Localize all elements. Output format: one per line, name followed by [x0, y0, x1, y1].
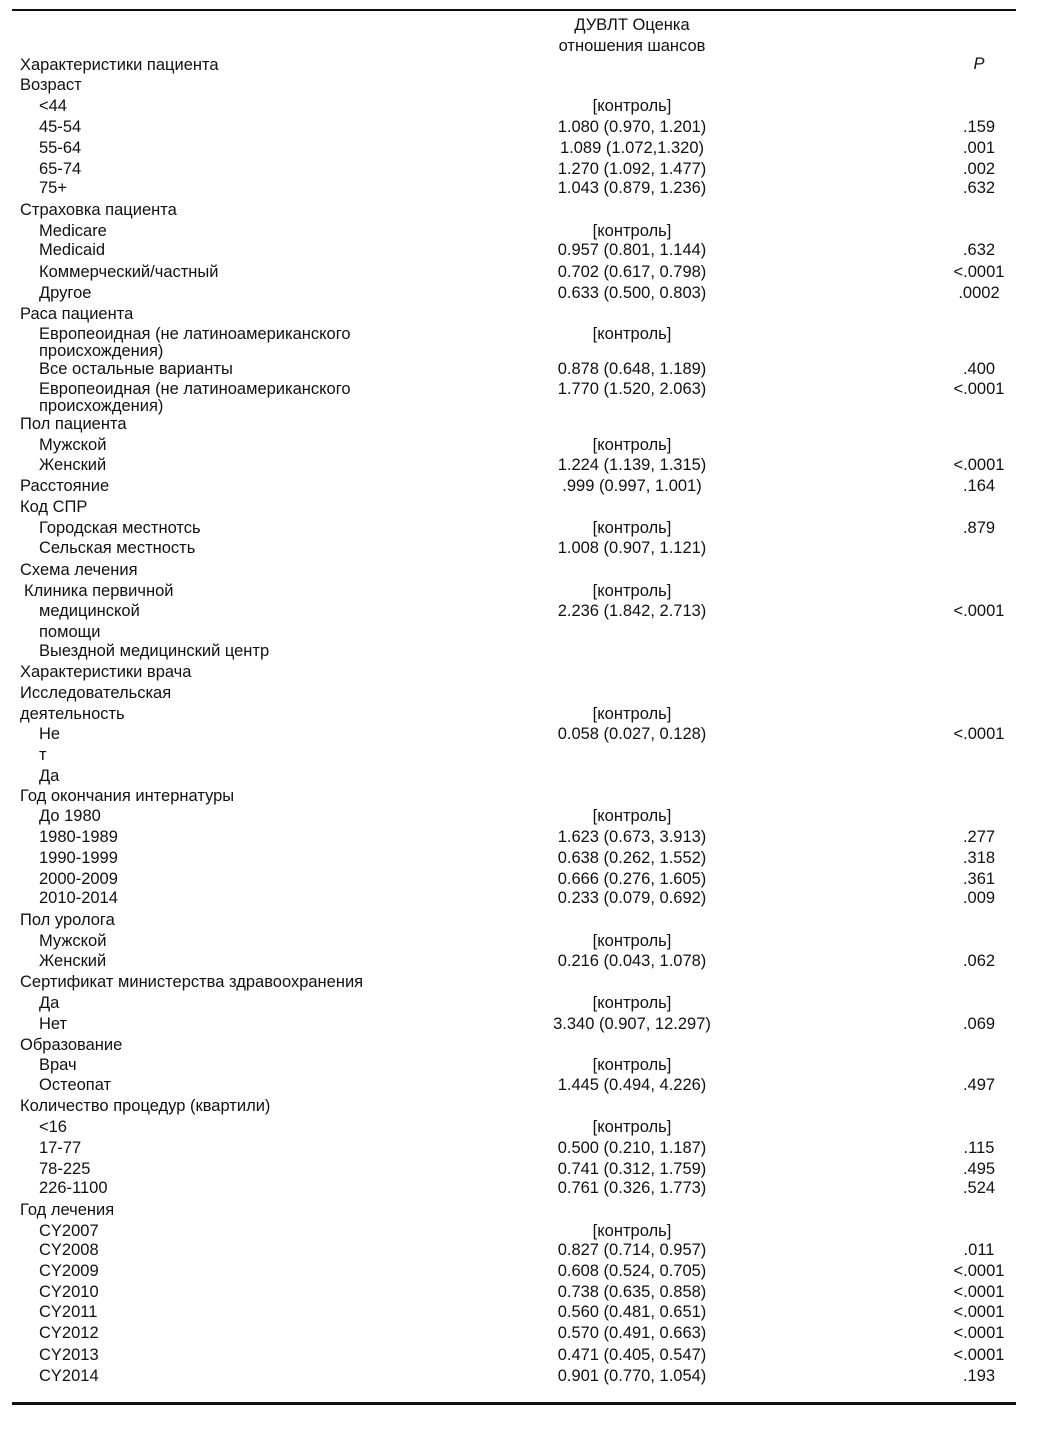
row-label: происхождения) — [39, 342, 164, 360]
p-value-cell: .193 — [962, 1367, 996, 1385]
group-label: Страховка пациента — [20, 201, 177, 219]
row-label: Medicaid — [39, 241, 106, 259]
odds-ratio-cell: 1.770 (1.520, 2.063) — [557, 380, 707, 398]
row-label: Все остальные варианты — [39, 360, 233, 378]
odds-ratio-cell: 1.080 (0.970, 1.201) — [557, 118, 707, 136]
group-label: Схема лечения — [20, 561, 138, 579]
row-label: Да — [39, 994, 60, 1012]
row-label: 2000-2009 — [39, 870, 118, 888]
odds-ratio-cell: 0.608 (0.524, 0.705) — [557, 1262, 707, 1280]
p-value-cell: <.0001 — [953, 263, 1005, 281]
odds-ratio-cell: 0.560 (0.481, 0.651) — [557, 1303, 707, 1321]
odds-ratio-cell: [контроль] — [592, 994, 672, 1012]
p-value-cell: <.0001 — [953, 602, 1005, 620]
odds-ratio-cell: 1.623 (0.673, 3.913) — [557, 828, 707, 846]
row-label: CY2012 — [39, 1324, 99, 1342]
group-label: Код СПР — [20, 498, 88, 516]
odds-ratio-cell: [контроль] — [592, 222, 672, 240]
row-label: происхождения) — [39, 397, 164, 415]
p-value-cell: <.0001 — [953, 1346, 1005, 1364]
odds-ratio-cell: [контроль] — [592, 807, 672, 825]
p-value-cell: .495 — [962, 1160, 996, 1178]
odds-ratio-cell: 0.471 (0.405, 0.547) — [557, 1346, 707, 1364]
row-label: Остеопат — [39, 1076, 112, 1094]
row-label: Городская местнотсь — [39, 519, 201, 537]
odds-ratio-cell: [контроль] — [592, 705, 672, 723]
row-label: CY2007 — [39, 1222, 99, 1240]
row-label: 45-54 — [39, 118, 82, 136]
odds-ratio-cell: 1.008 (0.907, 1.121) — [557, 539, 707, 557]
row-label: Сельская местность — [39, 539, 196, 557]
row-label: 17-77 — [39, 1139, 82, 1157]
group-label: Возраст — [20, 76, 82, 94]
row-label: CY2010 — [39, 1283, 99, 1301]
odds-ratio-header-line1: ДУВЛТ Оценка — [574, 16, 690, 34]
group-label: Год окончания интернатуры — [20, 787, 235, 805]
p-value-cell: <.0001 — [953, 1283, 1005, 1301]
row-label: Да — [39, 767, 60, 785]
odds-ratio-cell: 0.058 (0.027, 0.128) — [557, 725, 707, 743]
row-label: Нет — [39, 1015, 68, 1033]
odds-ratio-header-line2: отношения шансов — [558, 37, 706, 55]
odds-ratio-cell: 0.878 (0.648, 1.189) — [557, 360, 707, 378]
row-label: Мужской — [39, 436, 107, 454]
row-label: CY2014 — [39, 1367, 99, 1385]
p-value-cell: .879 — [962, 519, 996, 537]
odds-ratio-cell: 0.827 (0.714, 0.957) — [557, 1241, 707, 1259]
row-label: Коммерческий/частный — [39, 263, 219, 281]
p-value-cell: .497 — [962, 1076, 996, 1094]
group-label: Расстояние — [20, 477, 110, 495]
odds-ratio-cell: [контроль] — [592, 1118, 672, 1136]
p-value-cell: <.0001 — [953, 725, 1005, 743]
group-label: деятельность — [20, 705, 125, 723]
p-value-cell: .011 — [963, 1241, 995, 1259]
row-label: 55-64 — [39, 139, 82, 157]
p-value-cell: .632 — [962, 179, 996, 197]
odds-ratio-cell: 0.702 (0.617, 0.798) — [557, 263, 707, 281]
row-label: Клиника первичной — [24, 582, 174, 600]
odds-ratio-cell: 0.666 (0.276, 1.605) — [557, 870, 707, 888]
odds-ratio-cell: 0.500 (0.210, 1.187) — [557, 1139, 707, 1157]
odds-ratio-cell: 0.738 (0.635, 0.858) — [557, 1283, 707, 1301]
group-label: Исследовательская — [20, 684, 172, 702]
odds-ratio-cell: [контроль] — [592, 97, 672, 115]
odds-ratio-cell: 0.638 (0.262, 1.552) — [557, 849, 707, 867]
odds-ratio-cell: 0.570 (0.491, 0.663) — [557, 1324, 707, 1342]
p-value-cell: .318 — [962, 849, 996, 867]
group-label: Характеристики врача — [20, 663, 192, 681]
odds-ratio-cell: 0.633 (0.500, 0.803) — [557, 284, 707, 302]
p-value-cell: .159 — [962, 118, 996, 136]
odds-ratio-cell: 0.741 (0.312, 1.759) — [557, 1160, 707, 1178]
group-label: Образование — [20, 1036, 123, 1054]
p-value-cell: <.0001 — [953, 456, 1005, 474]
row-label: CY2011 — [39, 1303, 98, 1321]
group-label: Пол уролога — [20, 911, 115, 929]
p-value-cell: <.0001 — [953, 1303, 1005, 1321]
odds-ratio-cell: .999 (0.997, 1.001) — [562, 477, 702, 495]
odds-ratio-cell: 3.340 (0.907, 12.297) — [553, 1015, 711, 1033]
row-label: 75+ — [39, 179, 67, 197]
characteristic-header: Характеристики пациента — [20, 56, 219, 74]
odds-ratio-cell: 1.089 (1.072,1.320) — [559, 139, 705, 157]
p-value-header: P — [973, 55, 985, 73]
odds-ratio-cell: [контроль] — [592, 582, 672, 600]
row-label: CY2009 — [39, 1262, 99, 1280]
odds-ratio-cell: [контроль] — [592, 436, 672, 454]
odds-ratio-cell: [контроль] — [592, 519, 672, 537]
p-value-cell: .009 — [962, 889, 996, 907]
p-value-cell: .524 — [962, 1179, 996, 1197]
p-value-cell: .002 — [962, 160, 996, 178]
odds-ratio-cell: [контроль] — [592, 325, 672, 343]
odds-ratio-cell: 1.270 (1.092, 1.477) — [557, 160, 707, 178]
row-label: Medicare — [39, 222, 107, 240]
p-value-cell: .361 — [962, 870, 996, 888]
p-value-cell: .0002 — [958, 284, 1000, 302]
p-value-cell: .164 — [962, 477, 996, 495]
p-value-cell: .277 — [962, 828, 996, 846]
row-label: 2010-2014 — [39, 889, 118, 907]
odds-ratio-cell: [контроль] — [592, 1222, 672, 1240]
table-bottom-rule — [12, 1402, 1016, 1405]
group-label: Сертификат министерства здравоохранения — [20, 973, 364, 991]
odds-ratio-cell: [контроль] — [592, 932, 672, 950]
row-label: медицинской — [39, 602, 140, 620]
row-label: <44 — [39, 97, 67, 115]
row-label: Не — [39, 725, 61, 743]
odds-ratio-cell: 1.043 (0.879, 1.236) — [557, 179, 707, 197]
p-value-cell: .062 — [962, 952, 996, 970]
row-label: CY2013 — [39, 1346, 99, 1364]
p-value-cell: <.0001 — [953, 380, 1005, 398]
odds-ratio-cell: [контроль] — [592, 1056, 672, 1074]
row-label: <16 — [39, 1118, 67, 1136]
group-label: Раса пациента — [20, 305, 134, 323]
row-label: 226-1100 — [39, 1179, 108, 1197]
row-label: 78-225 — [39, 1160, 91, 1178]
row-label: Другое — [39, 284, 92, 302]
row-label: помощи — [39, 623, 101, 641]
row-label: 1980-1989 — [39, 828, 118, 846]
p-value-cell: <.0001 — [953, 1262, 1005, 1280]
row-label: Выездной медицинский центр — [39, 642, 270, 660]
p-value-cell: .632 — [962, 241, 996, 259]
row-label: Врач — [39, 1056, 77, 1074]
odds-ratio-cell: 0.957 (0.801, 1.144) — [557, 241, 707, 259]
row-label: Европеоидная (не латиноамериканского — [39, 325, 351, 343]
p-value-cell: .001 — [962, 139, 996, 157]
p-value-cell: .069 — [962, 1015, 996, 1033]
odds-ratio-cell: 0.761 (0.326, 1.773) — [557, 1179, 707, 1197]
odds-ratio-cell: 1.224 (1.139, 1.315) — [557, 456, 707, 474]
row-label: Европеоидная (не латиноамериканского — [39, 380, 351, 398]
row-label: Мужской — [39, 932, 107, 950]
p-value-cell: .115 — [963, 1139, 995, 1157]
group-label: Пол пациента — [20, 415, 127, 433]
row-label: т — [39, 746, 47, 764]
group-label: Количество процедур (квартили) — [20, 1097, 271, 1115]
odds-ratio-cell: 0.233 (0.079, 0.692) — [557, 889, 707, 907]
row-label: 65-74 — [39, 160, 82, 178]
p-value-cell: <.0001 — [953, 1324, 1005, 1342]
row-label: До 1980 — [39, 807, 101, 825]
table-top-rule — [12, 9, 1016, 11]
row-label: Женский — [39, 456, 107, 474]
odds-ratio-cell: 0.901 (0.770, 1.054) — [557, 1367, 707, 1385]
group-label: Год лечения — [20, 1201, 115, 1219]
row-label: Женский — [39, 952, 107, 970]
odds-ratio-cell: 2.236 (1.842, 2.713) — [557, 602, 707, 620]
odds-ratio-cell: 1.445 (0.494, 4.226) — [557, 1076, 707, 1094]
p-value-cell: .400 — [962, 360, 996, 378]
row-label: 1990-1999 — [39, 849, 118, 867]
row-label: CY2008 — [39, 1241, 99, 1259]
odds-ratio-cell: 0.216 (0.043, 1.078) — [557, 952, 707, 970]
